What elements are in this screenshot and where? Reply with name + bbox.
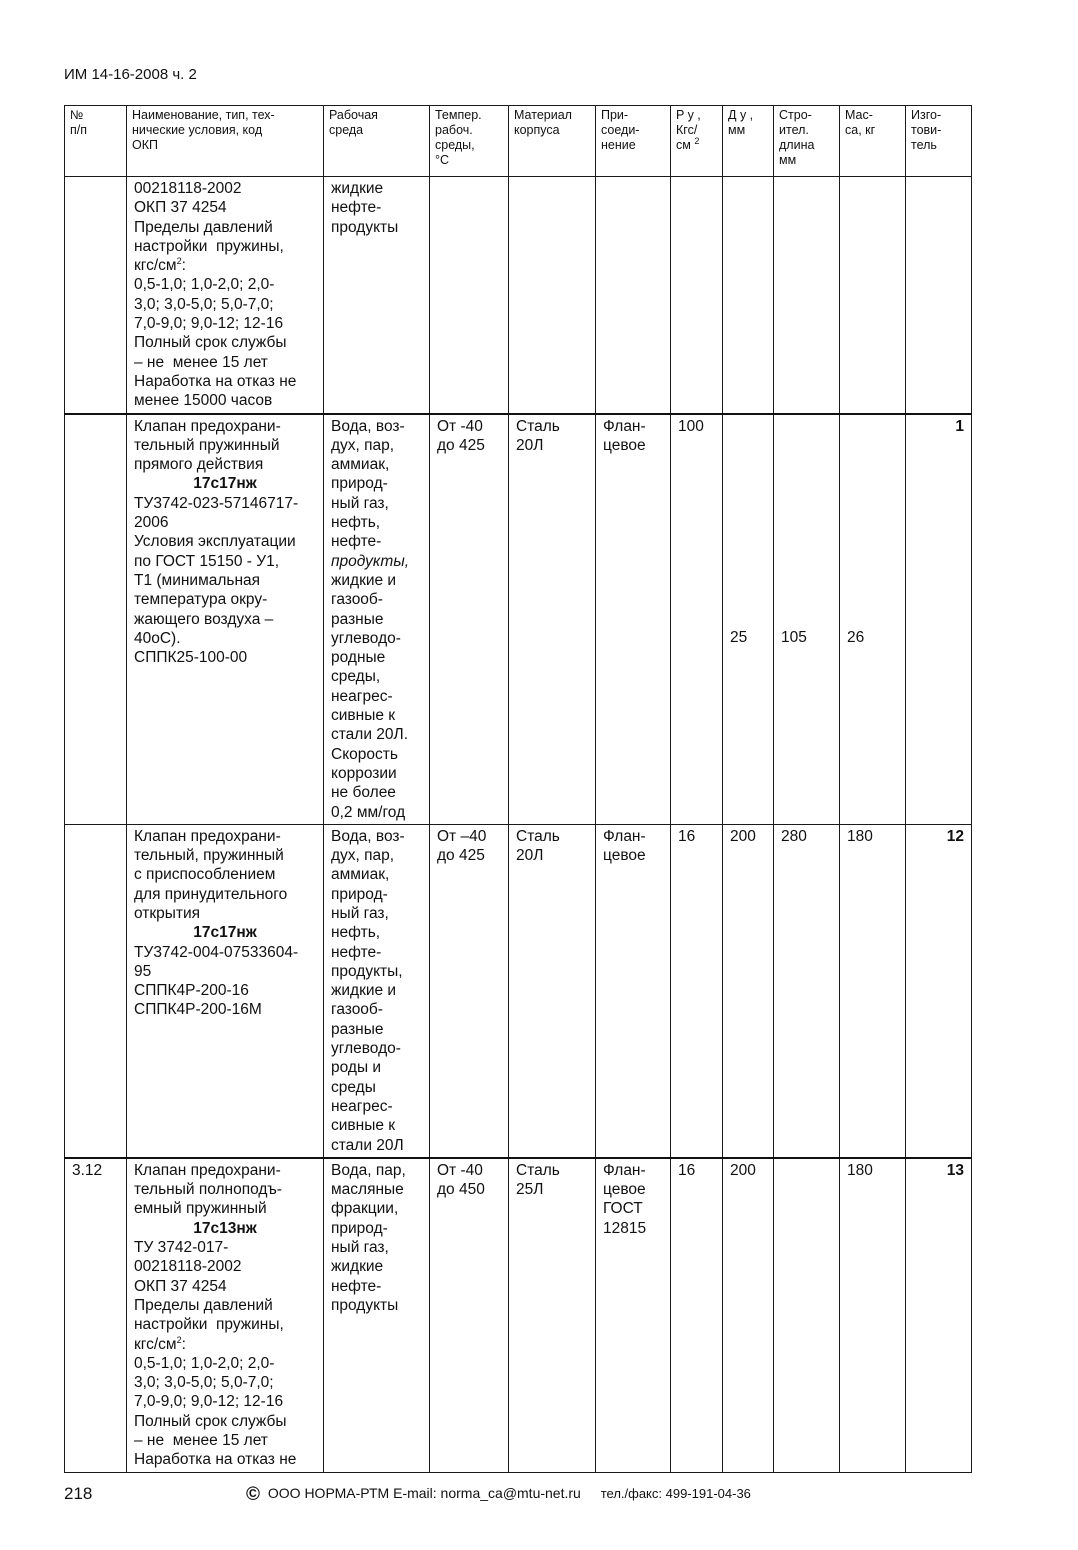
product-code: 17с17нж [193, 924, 257, 942]
cell-length: 280 [774, 824, 840, 1158]
footer [246, 1484, 751, 1506]
cell-name: 00218118-2002 ОКП 37 4254 Пределы давлений настройки пружины, кгс/$см^2$: 0,5-1,0; 1,0-2,0; 2,0- 3,0; 3,0-5,0; 5,0-7,0; 7,0-9,0; 9,0-12; 12-16 Полный срок службы – не менее 15 лет Наработка на отказ не менее 15000 часов [127, 177, 324, 414]
table-row [65, 414, 972, 825]
cell-mass: 180 [840, 824, 906, 1158]
product-code: 17с13нж [193, 1219, 257, 1237]
cell-temperature: От -40 до 450 [430, 1158, 509, 1472]
table-row [65, 824, 972, 1158]
table-header-row [65, 106, 972, 177]
cell-length [774, 177, 840, 414]
table-row [65, 1158, 972, 1472]
cell-connection: Флан- цевое ГОСТ 12815 [596, 1158, 671, 1472]
document-code: ИМ 14-16-2008 ч. 2 [64, 66, 197, 83]
cell-pressure: 16 [671, 824, 723, 1158]
specification-table [64, 105, 972, 1473]
cell-maker: 12 [906, 824, 972, 1158]
cell-maker [906, 177, 972, 414]
page-number: 218 [64, 1484, 93, 1503]
cell-medium: Вода, пар, масляные фракции, природ- ный газ, жидкие нефте- продукты [324, 1158, 430, 1472]
cell-length: 105 [774, 414, 840, 825]
cell-medium: Вода, воз- дух, пар, аммиак, природ- ный газ, нефть, нефте- продукты, жидкие и газооб- разные углеводо- родные среды, неагрес- сивные к стали 20Л. Скорость коррозии не более 0,2 мм/год [324, 414, 430, 825]
header-connection: При- соеди- нение [596, 106, 671, 177]
cell-number [65, 177, 127, 414]
header-length: Стро- ител. длина мм [774, 106, 840, 177]
cell-material: Сталь 20Л [509, 414, 596, 825]
cell-connection: Флан- цевое [596, 414, 671, 825]
cell-pressure: 100 [671, 414, 723, 825]
cell-diameter: 200 [723, 824, 774, 1158]
copyright-icon: © [246, 1484, 260, 1505]
cell-maker: 1 [906, 414, 972, 825]
table-row [65, 177, 972, 414]
cell-material [509, 177, 596, 414]
header-number: № п/п [65, 106, 127, 177]
header-pressure: P у , Кгс/ см $^2$ [671, 106, 723, 177]
cell-temperature: От –40 до 425 [430, 824, 509, 1158]
cell-connection [596, 177, 671, 414]
cell-temperature: От -40 до 425 [430, 414, 509, 825]
cell-mass: 180 [840, 1158, 906, 1472]
cell-mass [840, 177, 906, 414]
footer-org: ООО НОРМА-РТМ [267, 1485, 390, 1501]
header-material: Материал корпуса [509, 106, 596, 177]
footer-email: E-mail: norma_ca@mtu-net.ru [393, 1485, 581, 1501]
cell-name: Клапан предохрани- тельный пружинный прямого действия 17с17нж ТУ3742-023-57146717- 2006 Условия эксплуатации по ГОСТ 15150 - У1, Т1 (минимальная температура окру- жающего воздуха – 40оС). СППК25-100-00 [127, 414, 324, 825]
header-medium: Рабочая среда [324, 106, 430, 177]
cell-mass: 26 [840, 414, 906, 825]
cell-diameter: 25 [723, 414, 774, 825]
cell-number: 3.12 [65, 1158, 127, 1472]
cell-medium: Вода, воз- дух, пар, аммиак, природ- ный газ, нефть, нефте- продукты, жидкие и газооб- разные углеводо- роды и среды неагрес- сивные к стали 20Л [324, 824, 430, 1158]
cell-pressure [671, 177, 723, 414]
header-maker: Изго- тови- тель [906, 106, 972, 177]
header-mass: Мас- са, кг [840, 106, 906, 177]
product-code: 17с17нж [193, 475, 257, 493]
cell-diameter [723, 177, 774, 414]
cell-material: Сталь 20Л [509, 824, 596, 1158]
cell-connection: Флан- цевое [596, 824, 671, 1158]
cell-medium: жидкие нефте- продукты [324, 177, 430, 414]
cell-number [65, 824, 127, 1158]
footer-phone: тел./факс: 499-191-04-36 [600, 1486, 751, 1501]
header-name: Наименование, тип, тех- нические условия, код ОКП [127, 106, 324, 177]
header-diameter: Д у , мм [723, 106, 774, 177]
header-temperature: Темпер. рабоч. среды, °С [430, 106, 509, 177]
cell-diameter: 200 [723, 1158, 774, 1472]
cell-name: Клапан предохрани- тельный, пружинный с приспособлением для принудительного открытия 17с17нж ТУ3742-004-07533604- 95 СППК4Р-200-16 СППК4Р-200-16М [127, 824, 324, 1158]
cell-number [65, 414, 127, 825]
cell-length [774, 1158, 840, 1472]
cell-material: Сталь 25Л [509, 1158, 596, 1472]
cell-temperature [430, 177, 509, 414]
cell-maker: 13 [906, 1158, 972, 1472]
cell-name: Клапан предохрани- тельный полноподъ- емный пружинный 17с13нж ТУ 3742-017- 00218118-2002 ОКП 37 4254 Пределы давлений настройки пружины, кгс/$см^2$: 0,5-1,0; 1,0-2,0; 2,0- 3,0; 3,0-5,0; 5,0-7,0; 7,0-9,0; 9,0-12; 12-16 Полный срок службы – не менее 15 лет Наработка на отказ не [127, 1158, 324, 1472]
cell-pressure: 16 [671, 1158, 723, 1472]
